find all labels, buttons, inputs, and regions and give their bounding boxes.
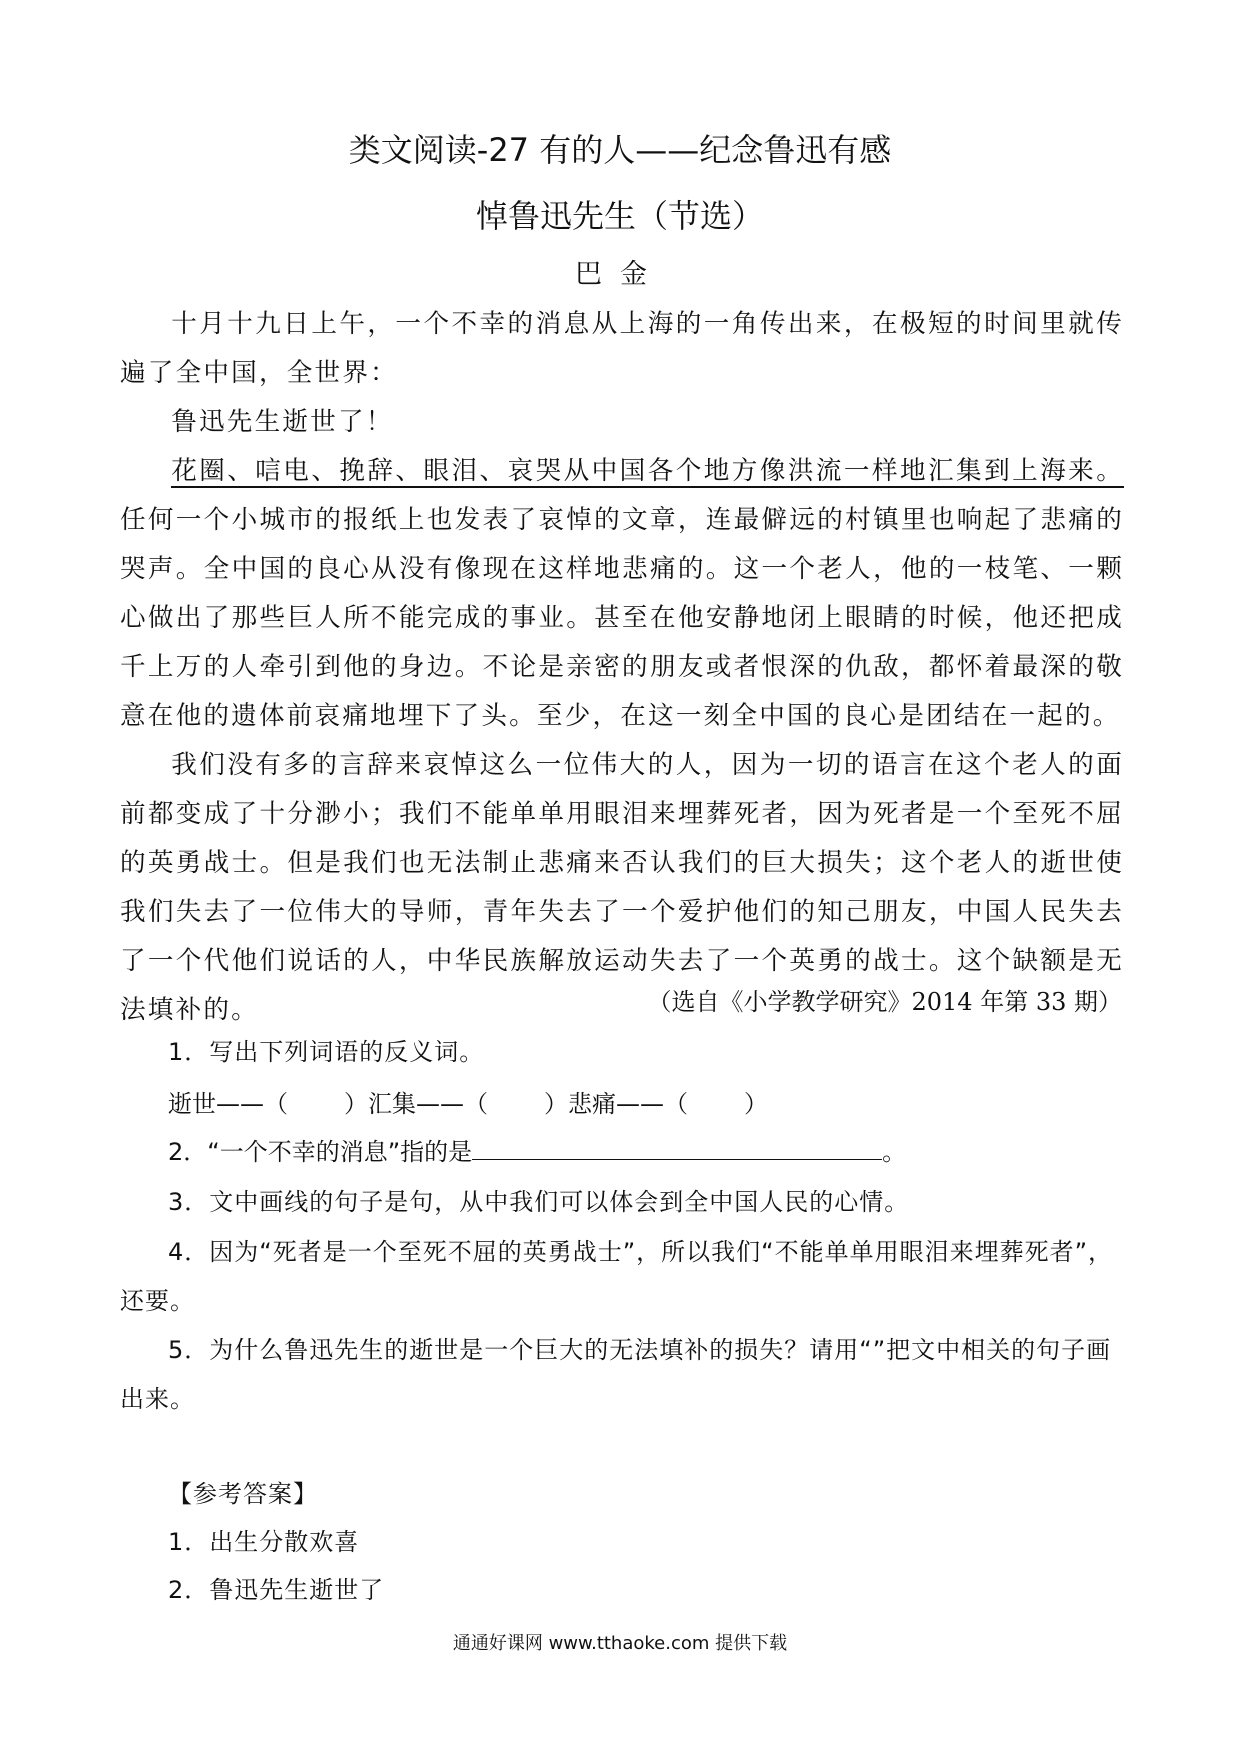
paragraph-2: 鲁迅先生逝世了！ <box>171 407 394 437</box>
question-1-items <box>168 1084 1128 1124</box>
question-1: 1．写出下列词语的反义词。 <box>168 1038 485 1066</box>
article-body <box>120 300 1124 1035</box>
answer-1: 1．出生分散欢喜 <box>168 1528 360 1556</box>
paragraph-3-rest: 任何一个小城市的报纸上也发表了哀悼的文章，连最僻远的村镇里也响起了悲痛的哭声。全中国的良心从没有像现在这样地悲痛的。这一个老人，他的一枝笔、一颗心做出了那些巨人所不能完成的事业。甚至在他安静地闭上眼睛的时候，他还把成千上万的人牵引到他的身边。不论是亲密的朋友或者恨深的仇敌，都怀着最深的敬意在他的遗体前哀痛地埋下了头。至少，在这一刻全中国的良心是团结在一起的。 <box>120 505 1124 731</box>
article-title: 悼鲁迅先生（节选） <box>475 197 764 235</box>
answers-heading: 【参考答案】 <box>168 1480 318 1508</box>
page-footer: 通通好课网 www.tthaoke.com 提供下载 <box>452 1633 788 1654</box>
source-citation: （选自《小学教学研究》2014 年第 33 期） <box>647 988 1122 1016</box>
paragraph-1: 十月十九日上午，一个不幸的消息从上海的一角传出来，在极短的时间里就传遍了全中国，全世界： <box>120 309 1124 388</box>
document-title: 类文阅读-27 有的人——纪念鲁迅有感 <box>348 131 892 169</box>
answer-2: 2．鲁迅先生逝世了 <box>168 1576 385 1604</box>
q1-item-b: ）汇集——（ <box>344 1090 488 1118</box>
question-5: 5．为什么鲁迅先生的逝世是一个巨大的无法填补的损失？请用“”把文中相关的句子画出来。 <box>120 1336 1112 1413</box>
q1-item-c: ）悲痛——（ <box>544 1090 688 1118</box>
question-4: 4．因为“死者是一个至死不屈的英勇战士”，所以我们“不能单单用眼泪来埋葬死者”，还要。 <box>120 1238 1114 1315</box>
article-author: 巴金 <box>575 259 665 290</box>
question-2 <box>168 1132 1128 1172</box>
q2-suffix: 。 <box>882 1138 907 1166</box>
paragraph-3 <box>120 447 1124 741</box>
underlined-sentence: 花圈、唁电、挽辞、眼泪、哀哭从中国各个地方像洪流一样地汇集到上海来。 <box>171 456 1124 486</box>
q1-item-a: 逝世——（ <box>168 1090 288 1118</box>
answer-blank <box>472 1137 882 1160</box>
paragraph-4: 我们没有多的言辞来哀悼这么一位伟大的人，因为一切的语言在这个老人的面前都变成了十分渺小；我们不能单单用眼泪来埋葬死者，因为死者是一个至死不屈的英勇战士。但是我们也无法制止悲痛来否认我们的巨大损失；这个老人的逝世使我们失去了一位伟大的导师，青年失去了一个爱护他们的知己朋友，中国人民失去了一个代他们说话的人，中华民族解放运动失去了一个英勇的战士。这个缺额是无法填补的。 <box>120 750 1124 1025</box>
question-3: 3．文中画线的句子是句，从中我们可以体会到全中国人民的心情。 <box>168 1188 910 1216</box>
q1-item-d: ） <box>744 1090 768 1118</box>
q2-prefix: 2．“一个不幸的消息”指的是 <box>168 1138 473 1166</box>
